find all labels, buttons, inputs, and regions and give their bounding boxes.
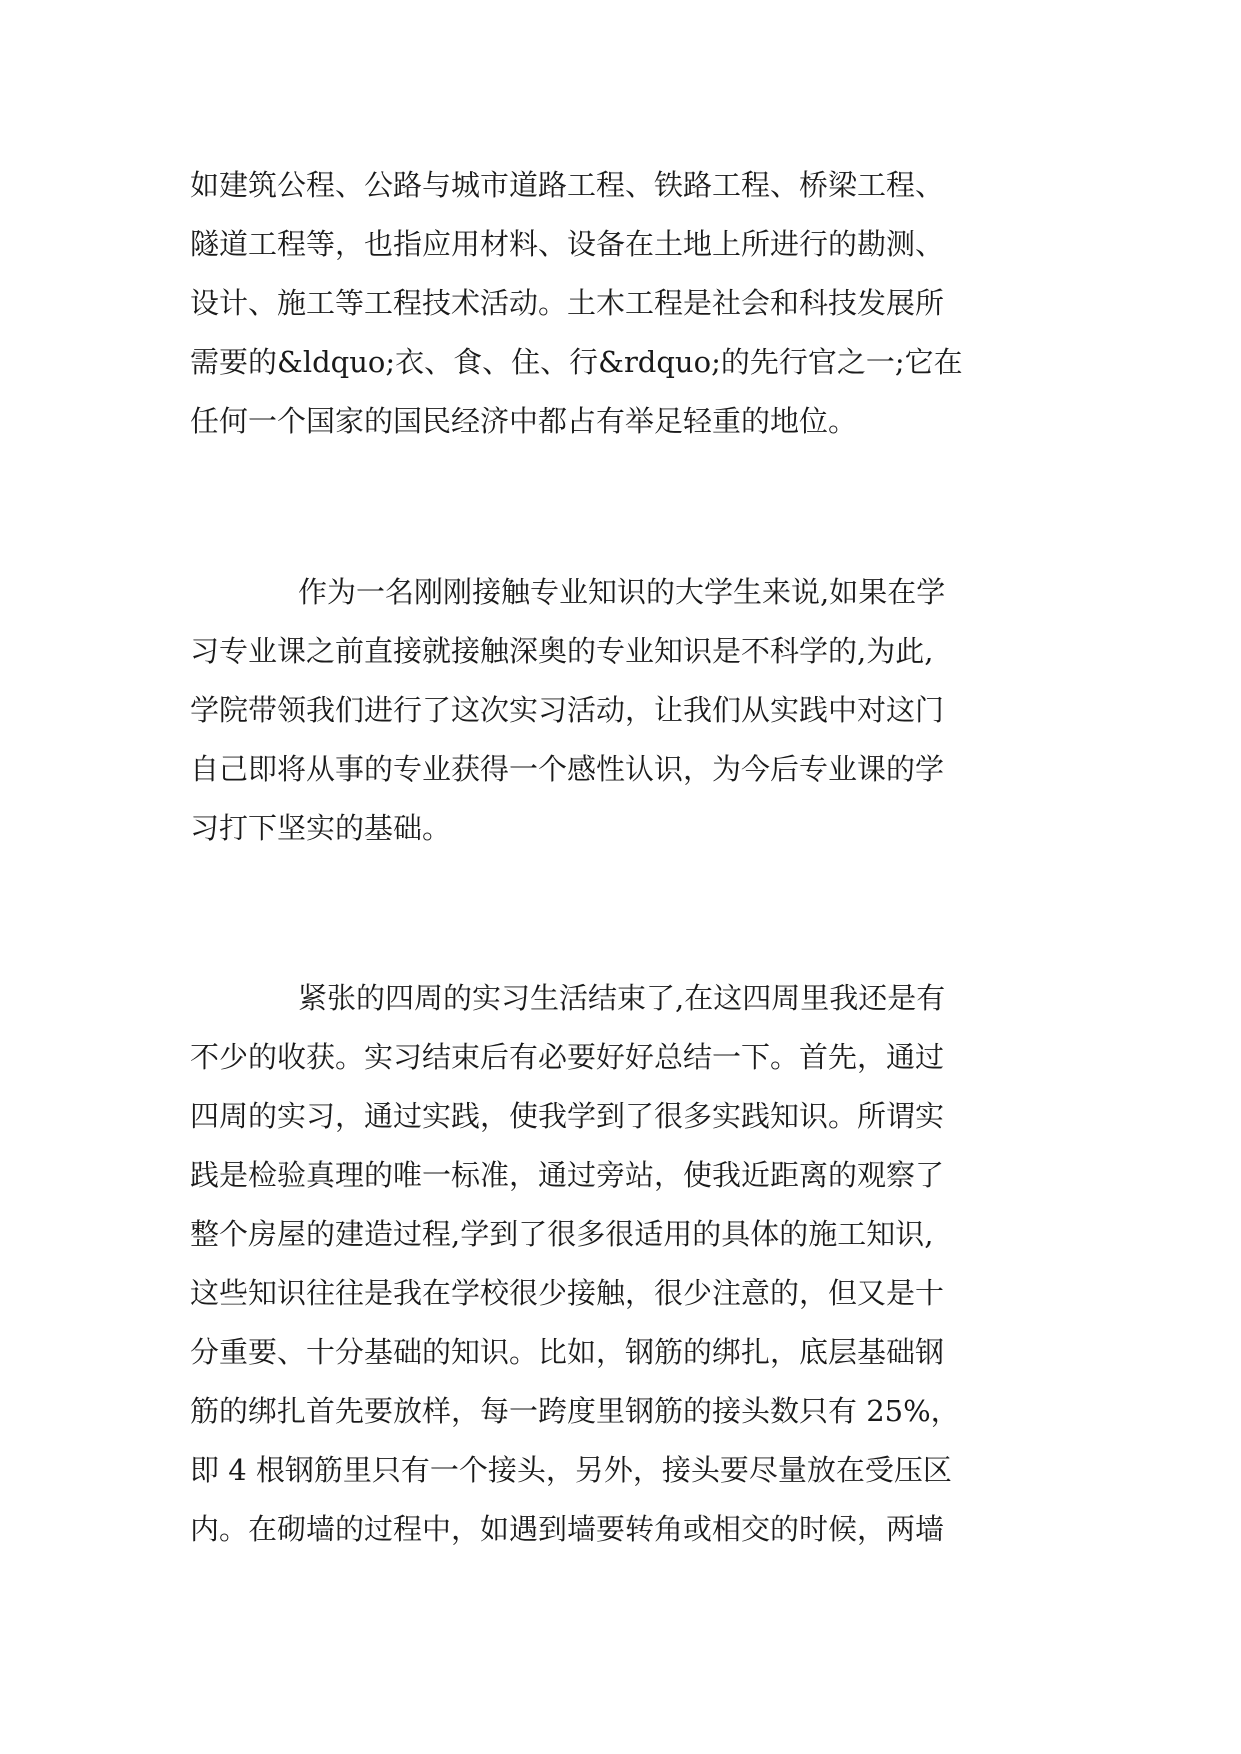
text-line: 隧道工程等，也指应用材料、设备在土地上所进行的勘测、 [190, 227, 945, 261]
text-line: 任何一个国家的国民经济中都占有举足轻重的地位。 [190, 404, 858, 438]
text-line: 习打下坚实的基础。 [190, 811, 452, 845]
text-line: 学院带领我们进行了这次实习活动，让我们从实践中对这门 [190, 693, 945, 727]
text-line: 自己即将从事的专业获得一个感性认识，为今后专业课的学 [190, 752, 945, 786]
paragraph-internship-summary [190, 969, 960, 1559]
text-line: 设计、施工等工程技术活动。土木工程是社会和科技发展所 [190, 286, 945, 320]
text-line: 整个房屋的建造过程,学到了很多很适用的具体的施工知识, [190, 1217, 934, 1251]
text-line: 分重要、十分基础的知识。比如，钢筋的绑扎，底层基础钢 [190, 1335, 945, 1369]
text-line: 四周的实习，通过实践，使我学到了很多实践知识。所谓实 [190, 1099, 945, 1133]
text-line: 需要的&ldquo;衣、食、住、行&rdquo;的先行官之一;它在 [190, 345, 963, 379]
text-line: 即 4 根钢筋里只有一个接头，另外，接头要尽量放在受压区 [190, 1453, 952, 1487]
text-line: 践是检验真理的唯一标准，通过旁站，使我近距离的观察了 [190, 1158, 945, 1192]
text-line: 内。在砌墙的过程中，如遇到墙要转角或相交的时候，两墙 [190, 1512, 945, 1546]
text-line: 习专业课之前直接就接触深奥的专业知识是不科学的,为此, [190, 634, 934, 668]
text-line: 不少的收获。实习结束后有必要好好总结一下。首先，通过 [190, 1040, 945, 1074]
text-line: 这些知识往往是我在学校很少接触，很少注意的，但又是十 [190, 1276, 945, 1310]
text-line: 紧张的四周的实习生活结束了,在这四周里我还是有 [298, 981, 946, 1015]
paragraph-civil-engineering-definition [190, 156, 963, 451]
text-line: 作为一名刚刚接触专业知识的大学生来说,如果在学 [298, 575, 946, 609]
text-line: 筋的绑扎首先要放样，每一跨度里钢筋的接头数只有 25%， [190, 1394, 960, 1428]
paragraph-internship-purpose [190, 563, 945, 858]
text-line: 如建筑公程、公路与城市道路工程、铁路工程、桥梁工程、 [190, 168, 945, 202]
